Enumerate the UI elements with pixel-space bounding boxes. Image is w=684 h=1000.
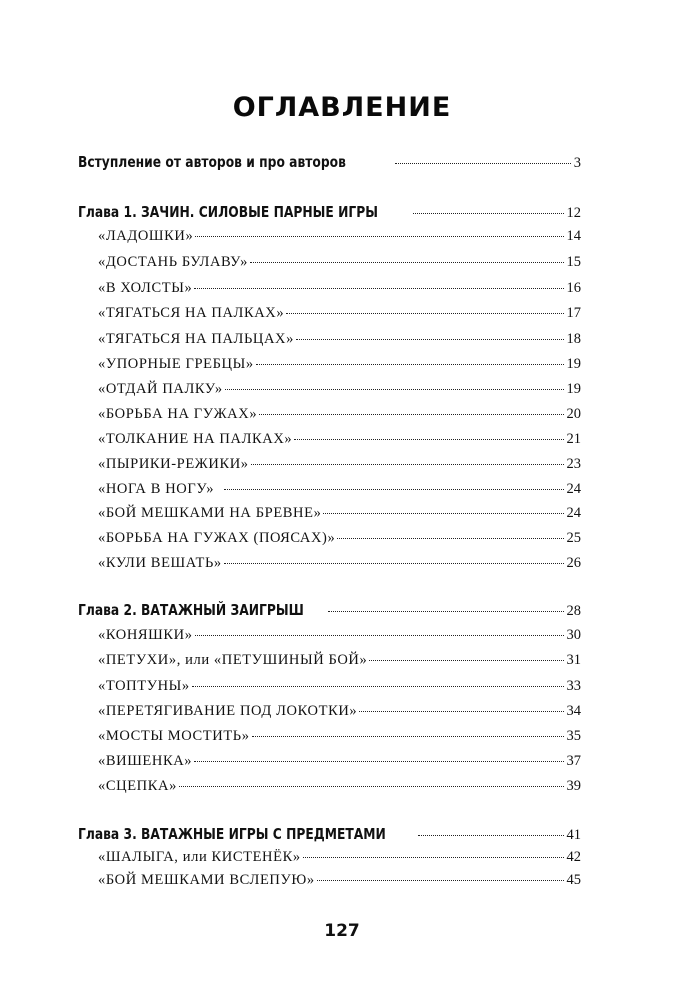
toc-leader-dots xyxy=(296,339,564,340)
toc-item[interactable] xyxy=(98,280,581,297)
page-number: 127 xyxy=(324,921,360,941)
toc-item-label: «ЛАДОШКИ» xyxy=(98,228,194,244)
toc-leader-dots xyxy=(194,761,563,762)
toc-item[interactable] xyxy=(98,652,581,669)
toc-chapter-3[interactable] xyxy=(78,825,581,844)
toc-item-page: 18 xyxy=(566,331,581,347)
toc-item-page: 19 xyxy=(566,356,581,372)
toc-chapter-label: Глава 1. ЗАЧИН. СИЛОВЫЕ ПАРНЫЕ ИГРЫ xyxy=(78,203,379,221)
toc-intro-entry[interactable] xyxy=(78,153,581,172)
toc-item[interactable] xyxy=(98,872,581,889)
toc-item-page: 35 xyxy=(566,728,581,744)
toc-item-label: «МОСТЫ МОСТИТЬ» xyxy=(98,728,250,744)
toc-item-label: «БОРЬБА НА ГУЖАХ (ПОЯСАХ)» xyxy=(98,530,336,546)
toc-leader-dots xyxy=(194,288,563,289)
toc-leader-dots xyxy=(252,736,564,737)
toc-leader-dots xyxy=(250,262,564,263)
toc-item-label: «ТОПТУНЫ» xyxy=(98,678,190,694)
toc-item[interactable] xyxy=(98,356,581,373)
toc-item[interactable] xyxy=(98,728,581,745)
toc-leader-dots xyxy=(317,880,564,881)
toc-item-page: 33 xyxy=(566,678,581,694)
toc-item[interactable] xyxy=(98,481,581,498)
toc-item-label: «ТЯГАТЬСЯ НА ПАЛКАХ» xyxy=(98,305,285,321)
toc-chapter-page: 28 xyxy=(566,603,581,619)
toc-item[interactable] xyxy=(98,753,581,770)
toc-leader-dots xyxy=(286,313,563,314)
toc-item[interactable] xyxy=(98,627,581,644)
toc-leader-dots xyxy=(195,236,563,237)
toc-leader-dots xyxy=(256,364,564,365)
toc-item[interactable] xyxy=(98,254,581,271)
toc-item-label: «В ХОЛСТЫ» xyxy=(98,280,193,296)
toc-leader-dots xyxy=(225,389,564,390)
toc-chapter-label: Глава 2. ВАТАЖНЫЙ ЗАИГРЫШ xyxy=(78,601,304,619)
toc-item[interactable] xyxy=(98,228,581,245)
toc-item-page: 16 xyxy=(566,280,581,296)
toc-item-label: «ПЕРЕТЯГИВАНИЕ ПОД ЛОКОТКИ» xyxy=(98,703,358,719)
toc-item-page: 21 xyxy=(566,431,581,447)
toc-item[interactable] xyxy=(98,381,581,398)
toc-item-page: 42 xyxy=(566,849,581,865)
toc-item-label: «ТЯГАТЬСЯ НА ПАЛЬЦАХ» xyxy=(98,331,294,347)
toc-item-label: «ВИШЕНКА» xyxy=(98,753,193,769)
toc-item[interactable] xyxy=(98,331,581,348)
toc-item-page: 15 xyxy=(566,254,581,270)
toc-item-page: 19 xyxy=(566,381,581,397)
toc-item-label: «НОГА В НОГУ» xyxy=(98,481,215,497)
toc-item-label: «БОЙ МЕШКАМИ ВСЛЕПУЮ» xyxy=(98,872,315,888)
toc-item[interactable] xyxy=(98,849,581,866)
toc-leader-dots xyxy=(224,563,564,564)
toc-item[interactable] xyxy=(98,778,581,795)
toc-leader-dots xyxy=(418,835,564,836)
toc-item-label: «ДОСТАНЬ БУЛАВУ» xyxy=(98,254,248,270)
toc-item-page: 31 xyxy=(566,652,581,668)
toc-item[interactable] xyxy=(98,530,581,547)
toc-item-page: 17 xyxy=(566,305,581,321)
toc-chapter-page: 12 xyxy=(566,205,581,221)
toc-item-label: «ПЕТУХИ», или «ПЕТУШИНЫЙ БОЙ» xyxy=(98,652,368,668)
toc-item-label: «БОЙ МЕШКАМИ НА БРЕВНЕ» xyxy=(98,505,322,521)
toc-leader-dots xyxy=(179,786,564,787)
toc-leader-dots xyxy=(395,163,571,164)
toc-leader-dots xyxy=(323,513,563,514)
toc-intro-page: 3 xyxy=(573,155,581,171)
toc-chapter-label: Глава 3. ВАТАЖНЫЕ ИГРЫ С ПРЕДМЕТАМИ xyxy=(78,825,386,843)
toc-item[interactable] xyxy=(98,431,581,448)
toc-leader-dots xyxy=(259,414,563,415)
toc-item[interactable] xyxy=(98,406,581,423)
toc-item-page: 30 xyxy=(566,627,581,643)
toc-leader-dots xyxy=(192,686,564,687)
toc-title: ОГЛАВЛЕНИЕ xyxy=(232,92,452,123)
toc-leader-dots xyxy=(294,439,563,440)
toc-item-label: «БОРЬБА НА ГУЖАХ» xyxy=(98,406,258,422)
toc-leader-dots xyxy=(337,538,563,539)
toc-chapter-1[interactable] xyxy=(78,203,581,222)
toc-item-page: 24 xyxy=(566,481,581,497)
toc-item-page: 20 xyxy=(566,406,581,422)
toc-item[interactable] xyxy=(98,703,581,720)
toc-item-page: 37 xyxy=(566,753,581,769)
toc-item-label: «ОТДАЙ ПАЛКУ» xyxy=(98,381,223,397)
toc-item-label: «ТОЛКАНИЕ НА ПАЛКАХ» xyxy=(98,431,293,447)
toc-item[interactable] xyxy=(98,505,581,522)
toc-leader-dots xyxy=(195,635,564,636)
toc-item-page: 24 xyxy=(566,505,581,521)
toc-item-page: 25 xyxy=(566,530,581,546)
toc-item-page: 39 xyxy=(566,778,581,794)
toc-leader-dots xyxy=(413,213,564,214)
toc-item-label: «СЦЕПКА» xyxy=(98,778,177,794)
toc-leader-dots xyxy=(369,660,563,661)
toc-item-label: «КУЛИ ВЕШАТЬ» xyxy=(98,555,222,571)
toc-item-label: «КОНЯШКИ» xyxy=(98,627,193,643)
toc-chapter-2[interactable] xyxy=(78,601,581,620)
toc-item-page: 26 xyxy=(566,555,581,571)
toc-chapter-page: 41 xyxy=(566,827,581,843)
toc-leader-dots xyxy=(303,857,564,858)
toc-item-label: «УПОРНЫЕ ГРЕБЦЫ» xyxy=(98,356,254,372)
toc-item-page: 23 xyxy=(566,456,581,472)
toc-item[interactable] xyxy=(98,555,581,572)
toc-item-page: 45 xyxy=(566,872,581,888)
toc-item-page: 14 xyxy=(566,228,581,244)
toc-leader-dots xyxy=(328,611,564,612)
toc-leader-dots xyxy=(359,711,563,712)
toc-item-label: «ШАЛЫГА, или КИСТЕНЁК» xyxy=(98,849,301,865)
toc-item-page: 34 xyxy=(566,703,581,719)
toc-leader-dots xyxy=(251,464,564,465)
toc-item[interactable] xyxy=(98,678,581,695)
toc-item[interactable] xyxy=(98,305,581,322)
toc-leader-dots xyxy=(224,489,563,490)
toc-item[interactable] xyxy=(98,456,581,473)
toc-intro-label: Вступление от авторов и про авторов xyxy=(78,153,346,171)
toc-item-label: «ПЫРИКИ-РЕЖИКИ» xyxy=(98,456,249,472)
